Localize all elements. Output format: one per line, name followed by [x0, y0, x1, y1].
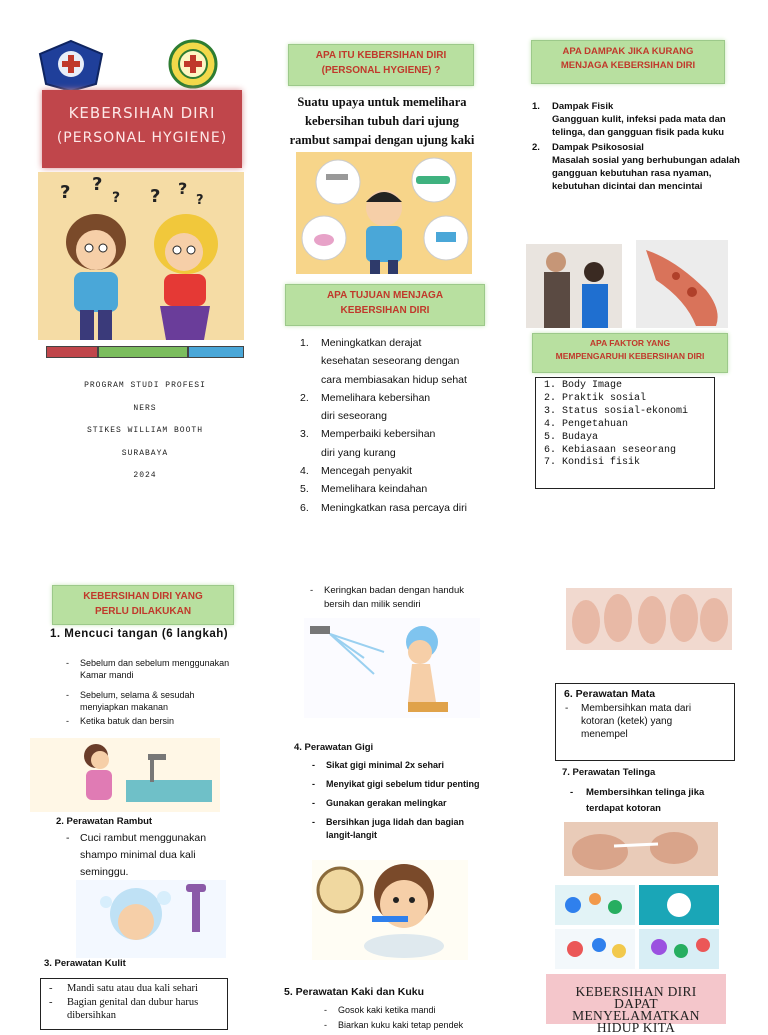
impact-text: Masalah sosial yang berhubungan adalah gangguan kebutuhan rasa nyaman, kebutuhan dicintai dan mencintai: [552, 155, 740, 192]
goal-text: diri seseorang: [321, 410, 387, 423]
factors-box: [535, 377, 715, 489]
handwash-list: [66, 658, 242, 728]
closing-banner-line3: MENYELAMATKAN: [572, 1008, 700, 1023]
goal-num: 5.: [300, 483, 309, 496]
factor-item: 6. Kebiasaan seseorang: [562, 445, 714, 458]
teeth-care-item: - Gunakan gerakan melingkar: [312, 797, 482, 810]
closing-banner: [546, 974, 726, 1035]
impact-item-physical: [532, 101, 752, 139]
impact-num: 2.: [532, 142, 540, 154]
goal-item-3: [300, 425, 480, 462]
skin-care-item: - Bagian genital dan dubur harus dibersihkan: [49, 996, 227, 1023]
what-is-text-line2: kebersihan tubuh dari ujung: [305, 114, 459, 128]
hygiene-boy-illustration: [296, 152, 472, 274]
goals-heading-line2: KEBERSIHAN DIRI: [340, 305, 430, 316]
factor-item: 4. Pengetahuan: [562, 419, 714, 432]
cover-panel: [30, 30, 260, 510]
svg-text:?: ?: [92, 174, 103, 195]
foot-nail-care-list: [324, 1003, 494, 1033]
todo-heading-line1: KEBERSIHAN DIRI YANG: [83, 591, 203, 602]
cover-title-line2: (PERSONAL HYGIENE): [56, 130, 228, 146]
impact-heading-line2: MENJAGA KEBERSIHAN DIRI: [560, 60, 696, 72]
handwash-title: 1. Mencuci tangan (6 langkah): [50, 628, 229, 640]
factors-heading: [532, 333, 728, 373]
svg-text:?: ?: [112, 190, 121, 206]
impact-num: 1.: [532, 101, 540, 112]
goal-item-4: [300, 462, 480, 480]
cover-color-strip: [46, 346, 244, 356]
factor-item: 7. Kondisi fisik: [562, 457, 714, 470]
goal-text: cara membiasakan hidup sehat: [321, 373, 467, 386]
hygiene-infographic: [555, 885, 719, 969]
impact-item-psychosocial: [532, 142, 752, 193]
cover-info-city: SURABAYA: [121, 448, 169, 458]
skin-care-item: - Mandi satu atau dua kali sehari: [49, 982, 227, 996]
impact-heading-line1: APA DAMPAK JIKA KURANG: [562, 46, 694, 57]
factors-heading-line2: MEMPENGARUHI KEBERSIHAN DIRI: [555, 350, 705, 361]
what-is-text: [282, 93, 482, 150]
goal-text: Meningkatkan derajat: [321, 337, 422, 349]
cover-info: [30, 375, 260, 488]
what-is-text-line3: rambut sampai dengan ujung kaki: [289, 133, 475, 147]
goal-item-1: [300, 334, 480, 389]
ear-care-list: [570, 785, 730, 817]
hospital-shield-logo: [38, 40, 104, 92]
goal-text: kesehatan seseorang dengan: [321, 355, 460, 368]
what-is-heading: [288, 44, 474, 86]
skin-care-list: [49, 982, 227, 1023]
goal-text: Memelihara keindahan: [321, 483, 428, 496]
goal-item-2: [300, 389, 480, 426]
skin-care-box: [40, 978, 228, 1030]
dry-body-item: - Keringkan badan dengan handuk bersih dan milik sendiri: [310, 584, 480, 612]
goal-num: 3.: [300, 428, 309, 441]
goal-text: Mencegah penyakit: [321, 465, 413, 478]
goals-list: [300, 334, 480, 517]
hair-care-list: [66, 830, 226, 881]
what-is-text-line1: Suatu upaya untuk memelihara: [297, 95, 467, 109]
eye-care-box: [555, 683, 735, 761]
college-seal-logo: [169, 38, 217, 90]
what-is-heading-line2: (PERSONAL HYGIENE) ?: [321, 65, 441, 76]
cover-info-ners: NERS: [133, 403, 157, 413]
ear-care-title: 7. Perawatan Telinga: [562, 767, 656, 778]
ear-care-item: - Membersihkan telinga jika terdapat kotoran: [570, 785, 730, 817]
closing-banner-line1: KEBERSIHAN DIRI: [575, 984, 697, 999]
foot-nail-care-title: 5. Perawatan Kaki dan Kuku: [284, 986, 425, 998]
teeth-care-list: [312, 759, 482, 842]
goal-num: 1.: [300, 337, 309, 349]
teeth-care-item: - Menyikat gigi sebelum tidur penting: [312, 778, 482, 791]
svg-text:?: ?: [150, 186, 161, 207]
goal-text: diri yang kurang: [321, 446, 396, 459]
back-pain-photo: [526, 244, 622, 328]
factor-item: 2. Praktik sosial: [562, 393, 714, 406]
dry-body-list: [310, 584, 480, 612]
impact-text: Gangguan kulit, infeksi pada mata dan telinga, dan gangguan fisik pada kuku: [552, 113, 726, 138]
teeth-care-item: - Sikat gigi minimal 2x sehari: [312, 759, 482, 772]
goal-text: Meningkatkan rasa percaya diri: [321, 501, 467, 514]
cover-info-program: PROGRAM STUDI PROFESI: [84, 381, 206, 390]
todo-heading: [52, 585, 234, 625]
goal-num: 2.: [300, 391, 309, 404]
cover-title-line1: KEBERSIHAN DIRI: [68, 104, 216, 122]
impact-list: [532, 101, 752, 194]
goal-num: 4.: [300, 465, 309, 478]
factors-list: [536, 380, 714, 470]
handwash-item: - Sebelum, selama & sesudah menyiapkan makanan: [66, 690, 242, 713]
goal-item-5: [300, 480, 480, 498]
what-is-heading-line1: APA ITU KEBERSIHAN DIRI: [315, 50, 447, 61]
factors-heading-line1: APA FAKTOR YANG: [589, 338, 671, 348]
foot-nail-care-item: - Biarkan kuku kaki tetap pendek: [324, 1018, 494, 1033]
closing-banner-line2: DAPAT: [614, 996, 658, 1011]
hair-wash-illustration: [76, 880, 226, 958]
closing-banner-line4: HIDUP KITA: [596, 1020, 676, 1035]
impact-title: Dampak Psikososial: [552, 142, 644, 154]
factor-item: 1. Body Image: [562, 380, 714, 393]
handwash-illustration: [30, 738, 220, 812]
goals-heading: [285, 284, 485, 326]
foot-nail-care-item: - Gosok kaki ketika mandi: [324, 1003, 494, 1018]
goal-item-6: [300, 499, 480, 517]
ear-cleaning-photo: [564, 822, 718, 876]
cover-info-year: 2024: [133, 471, 157, 480]
confused-kids-illustration: [38, 172, 244, 340]
teeth-care-item: - Bersihkan juga lidah dan bagian langit-langit: [312, 816, 482, 842]
handwash-item: - Sebelum dan sebelum menggunakan Kamar mandi: [66, 658, 242, 681]
factor-item: 3. Status sosial-ekonomi: [562, 406, 714, 419]
toenails-photo: [566, 588, 732, 650]
goal-text: Memelihara kebersihan: [321, 391, 431, 404]
goal-text: Memperbaiki kebersihan: [321, 428, 436, 441]
eye-care-list: [565, 702, 715, 741]
eye-care-title: 6. Perawatan Mata: [564, 688, 656, 700]
eye-care-item: - Membersihkan mata dari kotoran (ketek) yang menempel: [565, 702, 715, 741]
factor-item: 5. Budaya: [562, 432, 714, 445]
cover-info-school: STIKES WILLIAM BOOTH: [86, 426, 203, 435]
handwash-item: - Ketika batuk dan bersin: [66, 716, 242, 728]
shower-illustration: [304, 618, 480, 718]
goals-heading-line1: APA TUJUAN MENJAGA: [326, 290, 444, 301]
teeth-care-title: 4. Perawatan Gigi: [294, 742, 374, 753]
hair-care-item: - Cuci rambut menggunakan shampo minimal dua kali seminggu.: [66, 830, 226, 881]
svg-text:?: ?: [196, 193, 204, 208]
hair-care-title: 2. Perawatan Rambut: [56, 816, 153, 827]
skin-care-title: 3. Perawatan Kulit: [44, 958, 126, 969]
goal-num: 6.: [300, 501, 309, 514]
impact-heading: [531, 40, 725, 84]
svg-text:?: ?: [178, 179, 188, 198]
impact-title: Dampak Fisik: [552, 101, 614, 112]
skin-infection-photo: [636, 240, 728, 328]
toothbrush-boy-illustration: [312, 860, 468, 960]
cover-title-box: [42, 90, 242, 168]
todo-heading-line2: PERLU DILAKUKAN: [94, 606, 192, 617]
svg-text:?: ?: [60, 182, 71, 203]
